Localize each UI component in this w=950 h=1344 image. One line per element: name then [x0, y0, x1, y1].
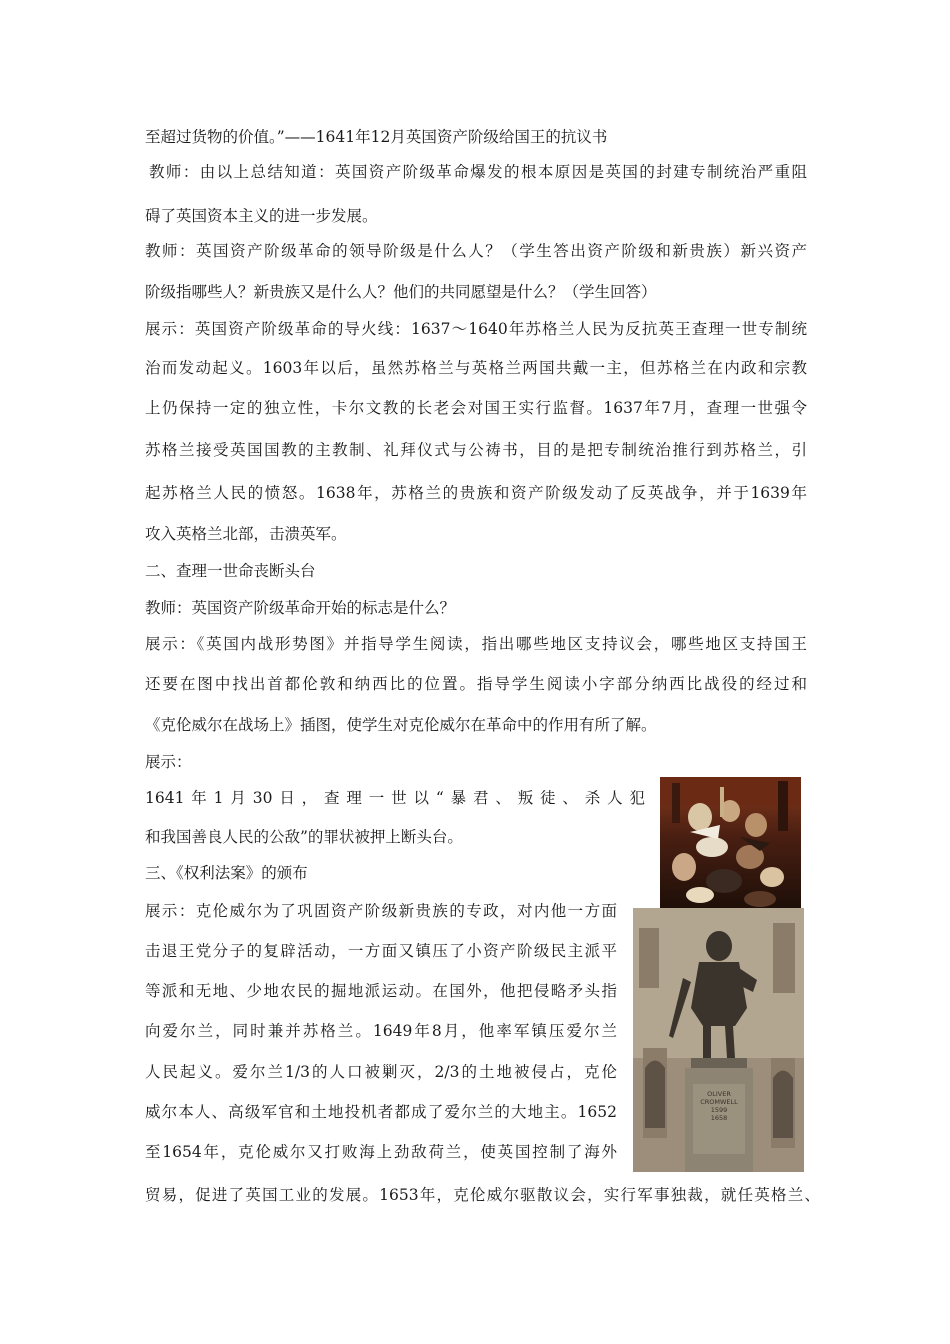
plaque-line: 1658 [710, 1114, 728, 1122]
paragraph-line: 贸易，促进了英国工业的发展。1653年，克伦威尔驱散议会，实行军事独裁，就任英格兰、 [145, 1186, 820, 1204]
paragraph-line: 上仍保持一定的独立性，卡尔文教的长老会对国王实行监督。1637年7月，查理一世强令 [145, 399, 807, 417]
plaque-line: CROMWELL [700, 1098, 738, 1106]
statue-plaque [693, 1090, 745, 1122]
paragraph-line: 击退王党分子的复辟活动，一方面又镇压了小资产阶级民主派平 [145, 942, 617, 960]
paragraph-line: 展示：《英国内战形势图》并指导学生阅读，指出哪些地区支持议会，哪些地区支持国王 [145, 635, 807, 653]
paragraph-line: 教师：英国资产阶级革命开始的标志是什么？ [145, 599, 456, 617]
paragraph-line: 治而发动起义。1603年以后，虽然苏格兰与英格兰两国共戴一主，但苏格兰在内政和宗教 [145, 359, 807, 377]
paragraph-line: 阶级指哪些人？新贵族又是什么人？他们的共同愿望是什么？（学生回答） [145, 283, 657, 301]
paragraph-line: 还要在图中找出首都伦敦和纳西比的位置。指导学生阅读小字部分纳西比战役的经过和 [145, 675, 807, 693]
paragraph-line: 展示： [145, 753, 192, 771]
paragraph-line: 教师：由以上总结知道：英国资产阶级革命爆发的根本原因是英国的封建专制统治严重阻 [149, 163, 807, 181]
paragraph-line: 教师：英国资产阶级革命的领导阶级是什么人？（学生答出资产阶级和新贵族）新兴资产 [145, 242, 807, 260]
paragraph-line: 《克伦威尔在战场上》插图，使学生对克伦威尔在革命中的作用有所了解。 [145, 716, 657, 734]
paragraph-line: 至超过货物的价值。”——1641年12月英国资产阶级给国王的抗议书 [145, 128, 608, 146]
paragraph-line: 至1654年，克伦威尔又打败海上劲敌荷兰，使英国控制了海外 [145, 1143, 617, 1161]
paragraph-line: 人民起义。爱尔兰1/3的人口被剿灭，2/3的土地被侵占，克伦 [145, 1063, 617, 1081]
paragraph-line: 展示：英国资产阶级革命的导火线：1637～1640年苏格兰人民为反抗英王查理一世专制统 [145, 320, 807, 338]
paragraph-line: 向爱尔兰，同时兼并苏格兰。1649年8月，他率军镇压爱尔兰 [145, 1022, 617, 1040]
section-heading: 二、查理一世命丧断头台 [145, 562, 316, 580]
paragraph-line: 展示：克伦威尔为了巩固资产阶级新贵族的专政，对内他一方面 [145, 902, 617, 920]
plaque-line: 1599 [710, 1106, 728, 1114]
paragraph-line: 攻入英格兰北部，击溃英军。 [145, 525, 347, 543]
paragraph-line: 碍了英国资本主义的进一步发展。 [145, 207, 378, 225]
paragraph-line: 1641年1月30日，查理一世以“暴君、叛徒、杀人犯 [145, 789, 645, 807]
plaque-line: OLIVER [707, 1090, 731, 1098]
paragraph-line: 苏格兰接受英国国教的主教制、礼拜仪式与公祷书，目的是把专制统治推行到苏格兰，引 [145, 441, 807, 459]
paragraph-line: 威尔本人、高级军官和土地投机者都成了爱尔兰的大地主。1652 [145, 1103, 617, 1121]
paragraph-line: 和我国善良人民的公敌”的罪状被押上断头台。 [145, 828, 463, 846]
paragraph-line: 起苏格兰人民的愤怒。1638年，苏格兰的贵族和资产阶级发动了反英战争，并于1639年 [145, 484, 807, 502]
paragraph-line: 等派和无地、少地农民的掘地派运动。在国外，他把侵略矛头指 [145, 982, 617, 1000]
cromwell-statue-image [633, 908, 804, 1172]
execution-painting-image [660, 777, 801, 908]
section-heading: 三、《权利法案》的颁布 [145, 864, 308, 882]
